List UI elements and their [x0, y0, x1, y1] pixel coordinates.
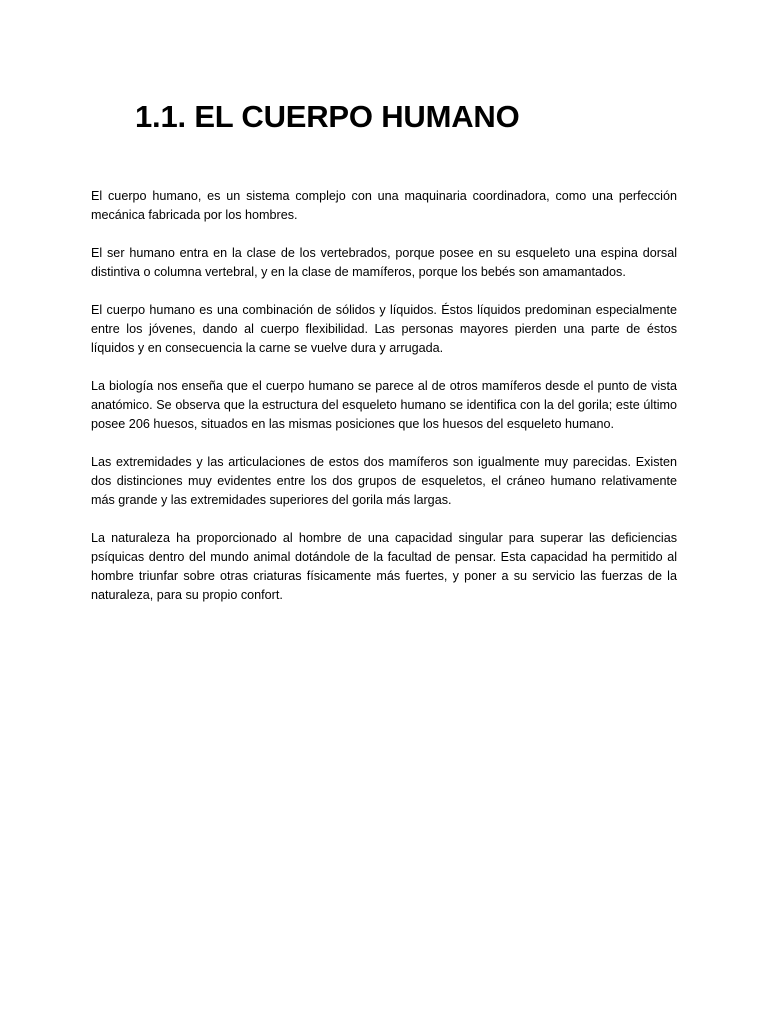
paragraph-6: La naturaleza ha proporcionado al hombre de una capacidad singular para superar las deficiencias psíquicas dentro del mundo animal dotándole de la facultad de pensar. Esta capacidad ha permitido al hombre triunfar sobre otras criaturas físicamente más fuertes, y poner a su servicio las fuerzas de la naturaleza, para su propio confort. [91, 531, 677, 602]
paragraph-2: El ser humano entra en la clase de los vertebrados, porque posee en su esqueleto una espina dorsal distintiva o columna vertebral, y en la clase de mamíferos, porque los bebés son amamantados. [91, 246, 677, 279]
paragraph-3: El cuerpo humano es una combinación de sólidos y líquidos. Éstos líquidos predominan especialmente entre los jóvenes, dando al cuerpo flexibilidad. Las personas mayores pierden una parte de éstos líquidos y en consecuencia la carne se vuelve dura y arrugada. [91, 303, 677, 355]
page-title: 1.1. EL CUERPO HUMANO [135, 99, 520, 134]
paragraph-5: Las extremidades y las articulaciones de estos dos mamíferos son igualmente muy parecidas. Existen dos distinciones muy evidentes entre los dos grupos de esqueletos, el cráneo humano relativamente más grande y las extremidades superiores del gorila más largas. [91, 455, 677, 507]
document-body [91, 187, 677, 624]
paragraph-4: La biología nos enseña que el cuerpo humano se parece al de otros mamíferos desde el punto de vista anatómico. Se observa que la estructura del esqueleto humano se identifica con la del gorila; este último posee 206 huesos, situados en las mismas posiciones que los huesos del esqueleto humano. [91, 379, 677, 431]
paragraph-1: El cuerpo humano, es un sistema complejo con una maquinaria coordinadora, como una perfección mecánica fabricada por los hombres. [91, 189, 677, 222]
